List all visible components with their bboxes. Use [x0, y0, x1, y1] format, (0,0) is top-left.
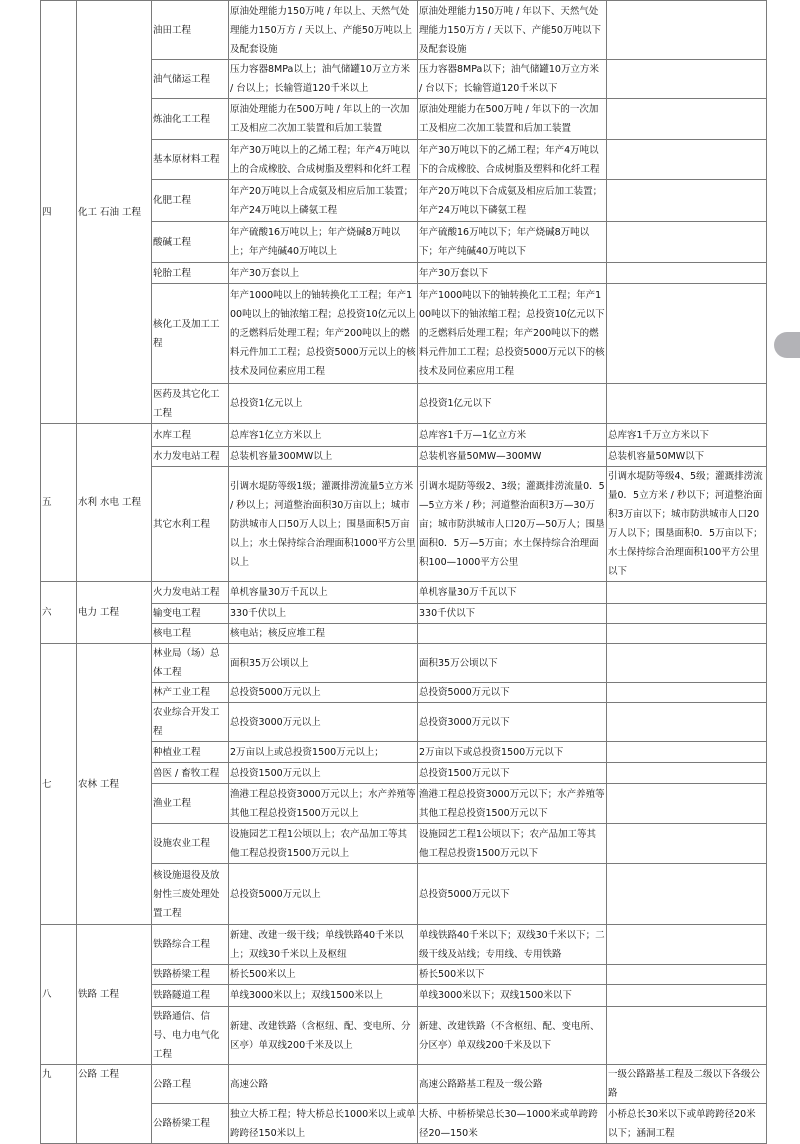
subcategory-name: 水力发电站工程: [152, 447, 229, 467]
category-number: 八: [41, 925, 77, 1065]
small-scale-criteria: [607, 263, 767, 284]
category-number: 五: [41, 424, 77, 582]
large-scale-criteria: 总装机容量300MW以上: [229, 447, 418, 467]
large-scale-criteria: 新建、改建铁路（含枢纽、配、变电所、分区亭）单双线200千米及以上: [229, 1007, 418, 1065]
large-scale-criteria: 高速公路: [229, 1065, 418, 1104]
small-scale-criteria: [607, 222, 767, 263]
medium-scale-criteria: 总投资3000万元以下: [418, 703, 607, 742]
medium-scale-criteria: 总投资1亿元以下: [418, 384, 607, 424]
subcategory-name: 输变电工程: [152, 604, 229, 624]
medium-scale-criteria: 年产30万吨以下的乙烯工程；年产4万吨以下的合成橡胶、合成树脂及塑料和化纤工程: [418, 140, 607, 180]
large-scale-criteria: 年产30万套以上: [229, 263, 418, 284]
subcategory-name: 化肥工程: [152, 180, 229, 222]
small-scale-criteria: [607, 683, 767, 703]
category-number: 四: [41, 1, 77, 424]
large-scale-criteria: 总投资3000万元以上: [229, 703, 418, 742]
subcategory-name: 轮胎工程: [152, 263, 229, 284]
subcategory-name: 公路工程: [152, 1065, 229, 1104]
subcategory-name: 炼油化工工程: [152, 99, 229, 140]
small-scale-criteria: [607, 644, 767, 683]
large-scale-criteria: 压力容器8MPa以上；油气储罐10万立方米 / 台以上；长输管道120千米以上: [229, 60, 418, 99]
subcategory-name: 铁路隧道工程: [152, 985, 229, 1007]
medium-scale-criteria: 330千伏以下: [418, 604, 607, 624]
medium-scale-criteria: 引调水堤防等级2、3级；灌溉排涝流量0．5—5立方米 / 秒；河道整治面积3万—30万亩；城市防洪城市人口20万—50万人；围垦面积0．5万—5万亩；水土保持综合治理面积100—1000平方公里: [418, 467, 607, 582]
subcategory-name: 林业局（场）总体工程: [152, 644, 229, 683]
subcategory-name: 铁路通信、信号、电力电气化工程: [152, 1007, 229, 1065]
medium-scale-criteria: 2万亩以下或总投资1500万元以下: [418, 742, 607, 763]
large-scale-criteria: 引调水堤防等级1级；灌溉排涝流量5立方米 / 秒以上；河道整治面积30万亩以上；城市防洪城市人口50万人以上；围垦面积5万亩以上；水土保持综合治理面积1000平方公里以上: [229, 467, 418, 582]
medium-scale-criteria: 设施园艺工程1公顷以下；农产品加工等其他工程总投资1500万元以下: [418, 824, 607, 864]
small-scale-criteria: [607, 824, 767, 864]
large-scale-criteria: 年产20万吨以上合成氨及相应后加工装置；年产24万吨以上磷氨工程: [229, 180, 418, 222]
subcategory-name: 渔业工程: [152, 784, 229, 824]
subcategory-name: 铁路桥梁工程: [152, 965, 229, 985]
medium-scale-criteria: 年产20万吨以下合成氨及相应后加工装置；年产24万吨以下磷氨工程: [418, 180, 607, 222]
subcategory-name: 水库工程: [152, 424, 229, 447]
medium-scale-criteria: 高速公路路基工程及一级公路: [418, 1065, 607, 1104]
large-scale-criteria: 原油处理能力在500万吨 / 年以上的一次加工及相应二次加工装置和后加工装置: [229, 99, 418, 140]
subcategory-name: 酸碱工程: [152, 222, 229, 263]
large-scale-criteria: 单线3000米以上；双线1500米以上: [229, 985, 418, 1007]
subcategory-name: 林产工业工程: [152, 683, 229, 703]
subcategory-name: 基本原材料工程: [152, 140, 229, 180]
small-scale-criteria: 一级公路路基工程及二级以下各级公路: [607, 1065, 767, 1104]
medium-scale-criteria: 面积35万公顷以下: [418, 644, 607, 683]
medium-scale-criteria: 新建、改建铁路（不含枢纽、配、变电所、分区亭）单双线200千米及以下: [418, 1007, 607, 1065]
large-scale-criteria: 设施园艺工程1公顷以上；农产品加工等其他工程总投资1500万元以上: [229, 824, 418, 864]
large-scale-criteria: 核电站；核反应堆工程: [229, 624, 418, 644]
side-scroll-tab[interactable]: [774, 332, 800, 358]
subcategory-name: 设施农业工程: [152, 824, 229, 864]
subcategory-name: 核设施退役及放射性三废处理处置工程: [152, 864, 229, 925]
category-number: 九: [41, 1065, 77, 1144]
large-scale-criteria: 面积35万公顷以上: [229, 644, 418, 683]
medium-scale-criteria: 单线铁路40千米以下；双线30千米以下；二级干线及站线；专用线、专用铁路: [418, 925, 607, 965]
medium-scale-criteria: 桥长500米以下: [418, 965, 607, 985]
subcategory-name: 油气储运工程: [152, 60, 229, 99]
medium-scale-criteria: 原油处理能力在500万吨 / 年以下的一次加工及相应二次加工装置和后加工装置: [418, 99, 607, 140]
medium-scale-criteria: [418, 624, 607, 644]
project-scale-table: [40, 0, 767, 1144]
large-scale-criteria: 独立大桥工程；特大桥总长1000米以上或单跨跨径150米以上: [229, 1104, 418, 1144]
small-scale-criteria: [607, 284, 767, 384]
large-scale-criteria: 总投资5000万元以上: [229, 864, 418, 925]
subcategory-name: 油田工程: [152, 1, 229, 60]
subcategory-name: 农业综合开发工程: [152, 703, 229, 742]
table-row: [41, 424, 767, 447]
small-scale-criteria: [607, 1, 767, 60]
table-body: [41, 1, 767, 1144]
subcategory-name: 兽医 / 畜牧工程: [152, 763, 229, 784]
small-scale-criteria: [607, 180, 767, 222]
small-scale-criteria: [607, 1007, 767, 1065]
category-number: 六: [41, 582, 77, 644]
large-scale-criteria: 原油处理能力150万吨 / 年以上、天然气处理能力150万方 / 天以上、产能50万吨以上及配套设施: [229, 1, 418, 60]
subcategory-name: 核电工程: [152, 624, 229, 644]
medium-scale-criteria: 年产1000吨以下的铀转换化工工程；年产100吨以下的铀浓缩工程；总投资10亿元以下的乏燃料后处理工程；年产200吨以下的燃料元件加工工程；总投资5000万元以下的核技术及同位素应用工程: [418, 284, 607, 384]
medium-scale-criteria: 总投资5000万元以下: [418, 683, 607, 703]
small-scale-criteria: [607, 864, 767, 925]
medium-scale-criteria: 单机容量30万千瓦以下: [418, 582, 607, 604]
subcategory-name: 医药及其它化工工程: [152, 384, 229, 424]
table-row: [41, 1065, 767, 1104]
large-scale-criteria: 新建、改建一级干线；单线铁路40千米以上；双线30千米以上及枢纽: [229, 925, 418, 965]
large-scale-criteria: 2万亩以上或总投资1500万元以上；: [229, 742, 418, 763]
small-scale-criteria: [607, 60, 767, 99]
small-scale-criteria: 总装机容量50MW以下: [607, 447, 767, 467]
table-row: [41, 582, 767, 604]
small-scale-criteria: 小桥总长30米以下或单跨跨径20米以下；涵洞工程: [607, 1104, 767, 1144]
table-row: [41, 925, 767, 965]
large-scale-criteria: 年产30万吨以上的乙烯工程；年产4万吨以上的合成橡胶、合成树脂及塑料和化纤工程: [229, 140, 418, 180]
table-row: [41, 1, 767, 60]
medium-scale-criteria: 大桥、中桥桥梁总长30—1000米或单跨跨径20—150米: [418, 1104, 607, 1144]
large-scale-criteria: 年产1000吨以上的铀转换化工工程；年产100吨以上的铀浓缩工程；总投资10亿元以上的乏燃料后处理工程；年产200吨以上的燃料元件加工工程；总投资5000万元以上的核技术及同位素应用工程: [229, 284, 418, 384]
small-scale-criteria: [607, 140, 767, 180]
subcategory-name: 铁路综合工程: [152, 925, 229, 965]
small-scale-criteria: [607, 763, 767, 784]
small-scale-criteria: [607, 742, 767, 763]
small-scale-criteria: 引调水堤防等级4、5级；灌溉排涝流量0．5立方米 / 秒以下；河道整治面积3万亩以下；城市防洪城市人口20万人以下；围垦面积0．5万亩以下；水土保持综合治理面积100平方公里以下: [607, 467, 767, 582]
small-scale-criteria: [607, 965, 767, 985]
medium-scale-criteria: 年产30万套以下: [418, 263, 607, 284]
small-scale-criteria: [607, 703, 767, 742]
small-scale-criteria: [607, 624, 767, 644]
large-scale-criteria: 总库容1亿立方米以上: [229, 424, 418, 447]
category-name: 公路 工程: [77, 1065, 152, 1144]
category-name: 水利 水电 工程: [77, 424, 152, 582]
small-scale-criteria: [607, 925, 767, 965]
medium-scale-criteria: 年产硫酸16万吨以下；年产烧碱8万吨以下；年产纯碱40万吨以下: [418, 222, 607, 263]
large-scale-criteria: 单机容量30万千瓦以上: [229, 582, 418, 604]
small-scale-criteria: [607, 99, 767, 140]
subcategory-name: 公路桥梁工程: [152, 1104, 229, 1144]
large-scale-criteria: 总投资1500万元以上: [229, 763, 418, 784]
table-row: [41, 644, 767, 683]
small-scale-criteria: [607, 784, 767, 824]
small-scale-criteria: [607, 384, 767, 424]
category-name: 铁路 工程: [77, 925, 152, 1065]
category-number: 七: [41, 644, 77, 925]
large-scale-criteria: 总投资1亿元以上: [229, 384, 418, 424]
large-scale-criteria: 总投资5000万元以上: [229, 683, 418, 703]
subcategory-name: 其它水利工程: [152, 467, 229, 582]
medium-scale-criteria: 总投资5000万元以下: [418, 864, 607, 925]
subcategory-name: 核化工及加工工程: [152, 284, 229, 384]
small-scale-criteria: [607, 604, 767, 624]
large-scale-criteria: 渔港工程总投资3000万元以上；水产养殖等其他工程总投资1500万元以上: [229, 784, 418, 824]
medium-scale-criteria: 总库容1千万—1亿立方米: [418, 424, 607, 447]
large-scale-criteria: 年产硫酸16万吨以上；年产烧碱8万吨以上；年产纯碱40万吨以上: [229, 222, 418, 263]
category-name: 电力 工程: [77, 582, 152, 644]
medium-scale-criteria: 压力容器8MPa以下；油气储罐10万立方米 / 台以下；长输管道120千米以下: [418, 60, 607, 99]
small-scale-criteria: [607, 582, 767, 604]
small-scale-criteria: 总库容1千万立方米以下: [607, 424, 767, 447]
category-name: 化工 石油 工程: [77, 1, 152, 424]
subcategory-name: 火力发电站工程: [152, 582, 229, 604]
medium-scale-criteria: 渔港工程总投资3000万元以下；水产养殖等其他工程总投资1500万元以下: [418, 784, 607, 824]
category-name: 农林 工程: [77, 644, 152, 925]
medium-scale-criteria: 单线3000米以下；双线1500米以下: [418, 985, 607, 1007]
medium-scale-criteria: 总投资1500万元以下: [418, 763, 607, 784]
large-scale-criteria: 330千伏以上: [229, 604, 418, 624]
small-scale-criteria: [607, 985, 767, 1007]
medium-scale-criteria: 总装机容量50MW—300MW: [418, 447, 607, 467]
subcategory-name: 种植业工程: [152, 742, 229, 763]
medium-scale-criteria: 原油处理能力150万吨 / 年以下、天然气处理能力150万方 / 天以下、产能50万吨以下及配套设施: [418, 1, 607, 60]
large-scale-criteria: 桥长500米以上: [229, 965, 418, 985]
